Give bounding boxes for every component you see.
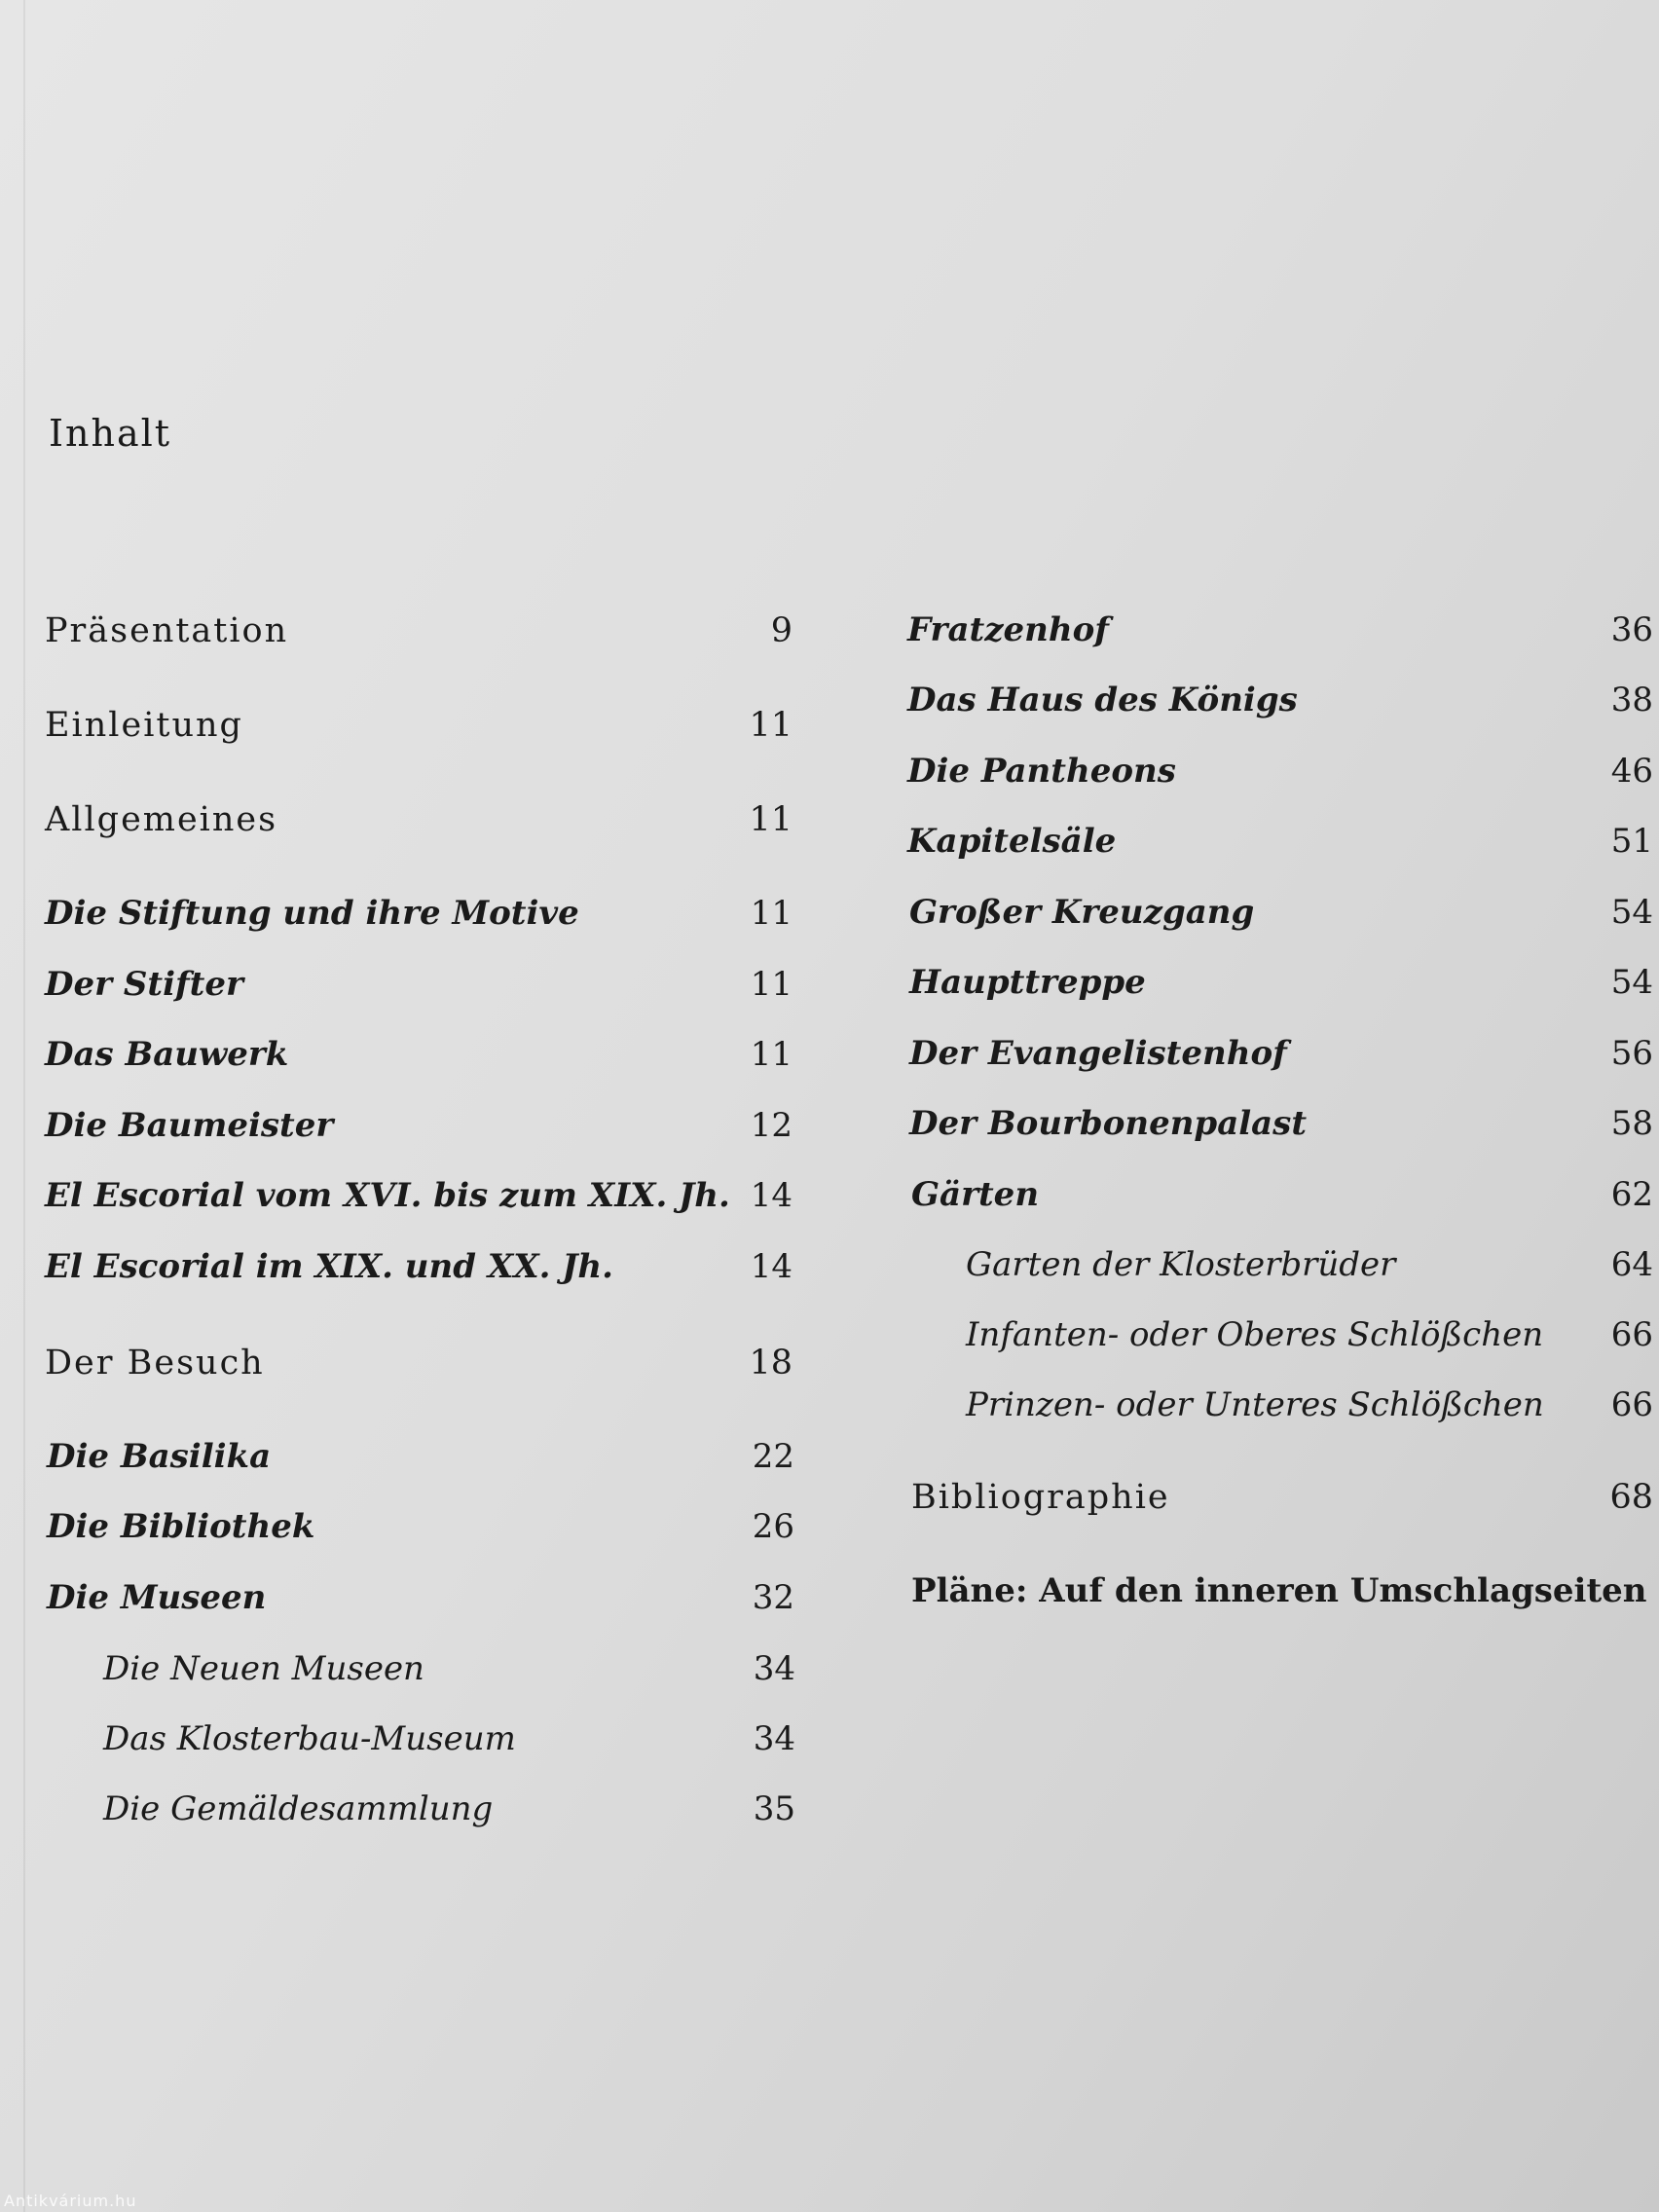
toc-entry-page: 11 (750, 894, 793, 933)
toc-entry-page: 46 (1610, 752, 1653, 791)
toc-entry-title: Gärten (911, 1175, 1040, 1214)
toc-entry-page: 14 (750, 1247, 793, 1286)
toc-entry-title: Die Baumeister (45, 1106, 334, 1145)
toc-entry-title: Garten der Klosterbrüder (966, 1245, 1396, 1284)
toc-entry-page: 11 (750, 965, 793, 1004)
toc-entry-title: Bibliographie (911, 1478, 1170, 1517)
toc-entry-page: 34 (753, 1649, 795, 1688)
toc-entry-title: El Escorial im XIX. und XX. Jh. (45, 1247, 613, 1286)
toc-entry-page: 9 (770, 611, 793, 650)
toc-entry-title: Das Bauwerk (45, 1035, 289, 1074)
toc-entry-title: Kapitelsäle (907, 822, 1117, 861)
toc-entry-title: Infanten- oder Oberes Schlößchen (966, 1315, 1544, 1354)
toc-entry-page: 35 (753, 1789, 795, 1828)
toc-entry-title: Haupttreppe (909, 963, 1146, 1002)
toc-entry-page: 26 (752, 1507, 794, 1546)
toc-entry-page: 64 (1610, 1245, 1653, 1284)
toc-entry-title: Das Haus des Königs (907, 681, 1298, 719)
toc-entry-page: 54 (1610, 893, 1653, 932)
toc-entry-title: Die Museen (47, 1578, 267, 1617)
toc-entry-page: 12 (750, 1106, 793, 1145)
toc-entry-page: 66 (1610, 1385, 1653, 1424)
toc-entry-page: 32 (752, 1578, 794, 1617)
toc-entry-title: Die Neuen Museen (103, 1649, 424, 1688)
toc-entry-page: 36 (1610, 610, 1653, 649)
toc-entry-page: 62 (1610, 1175, 1653, 1214)
toc-entry-title: Der Stifter (45, 965, 243, 1004)
toc-entry-page: 11 (749, 706, 793, 745)
toc-entry-title: Die Gemäldesammlung (103, 1789, 494, 1828)
toc-entry-title: Präsentation (45, 611, 289, 650)
watermark-text: Antikvárium.hu (4, 2192, 137, 2210)
page-edge (23, 0, 25, 2212)
toc-entry-page: 22 (752, 1437, 794, 1476)
page-title: Inhalt (49, 412, 172, 456)
toc-entry-page: 56 (1610, 1034, 1653, 1073)
toc-entry-page: 38 (1610, 681, 1653, 719)
toc-entry-page: 68 (1609, 1478, 1653, 1517)
toc-entry-title: Der Evangelistenhof (909, 1034, 1287, 1073)
toc-entry-title: Allgemeines (45, 800, 278, 839)
toc-entry-title: Das Klosterbau-Museum (103, 1719, 516, 1758)
toc-entry-title: Fratzenhof (907, 610, 1109, 649)
toc-entry-title: Einleitung (45, 706, 243, 745)
toc-entry-title: Die Stiftung und ihre Motive (45, 894, 579, 933)
toc-entry-title: El Escorial vom XVI. bis zum XIX. Jh. (45, 1176, 730, 1215)
toc-entry-title: Die Pantheons (907, 752, 1176, 791)
toc-entry-title: Prinzen- oder Unteres Schlößchen (966, 1385, 1544, 1424)
plans-note-text: Pläne: Auf den inneren Umschlagseiten (911, 1571, 1647, 1610)
toc-entry-title: Der Besuch (45, 1344, 265, 1382)
toc-entry-title: Der Bourbonenpalast (909, 1104, 1308, 1143)
toc-entry-page: 58 (1610, 1104, 1653, 1143)
toc-entry-page: 51 (1610, 822, 1653, 861)
toc-entry-page: 66 (1610, 1315, 1653, 1354)
toc-entry-title: Die Basilika (47, 1437, 272, 1476)
toc-entry-page: 14 (750, 1176, 793, 1215)
toc-entry-page: 18 (749, 1344, 793, 1382)
toc-entry-title: Die Bibliothek (47, 1507, 315, 1546)
toc-entry-page: 54 (1610, 963, 1653, 1002)
toc-entry-title: Großer Kreuzgang (909, 893, 1255, 932)
toc-entry-page: 34 (753, 1719, 795, 1758)
toc-entry-page: 11 (749, 800, 793, 839)
toc-entry-page: 11 (750, 1035, 793, 1074)
